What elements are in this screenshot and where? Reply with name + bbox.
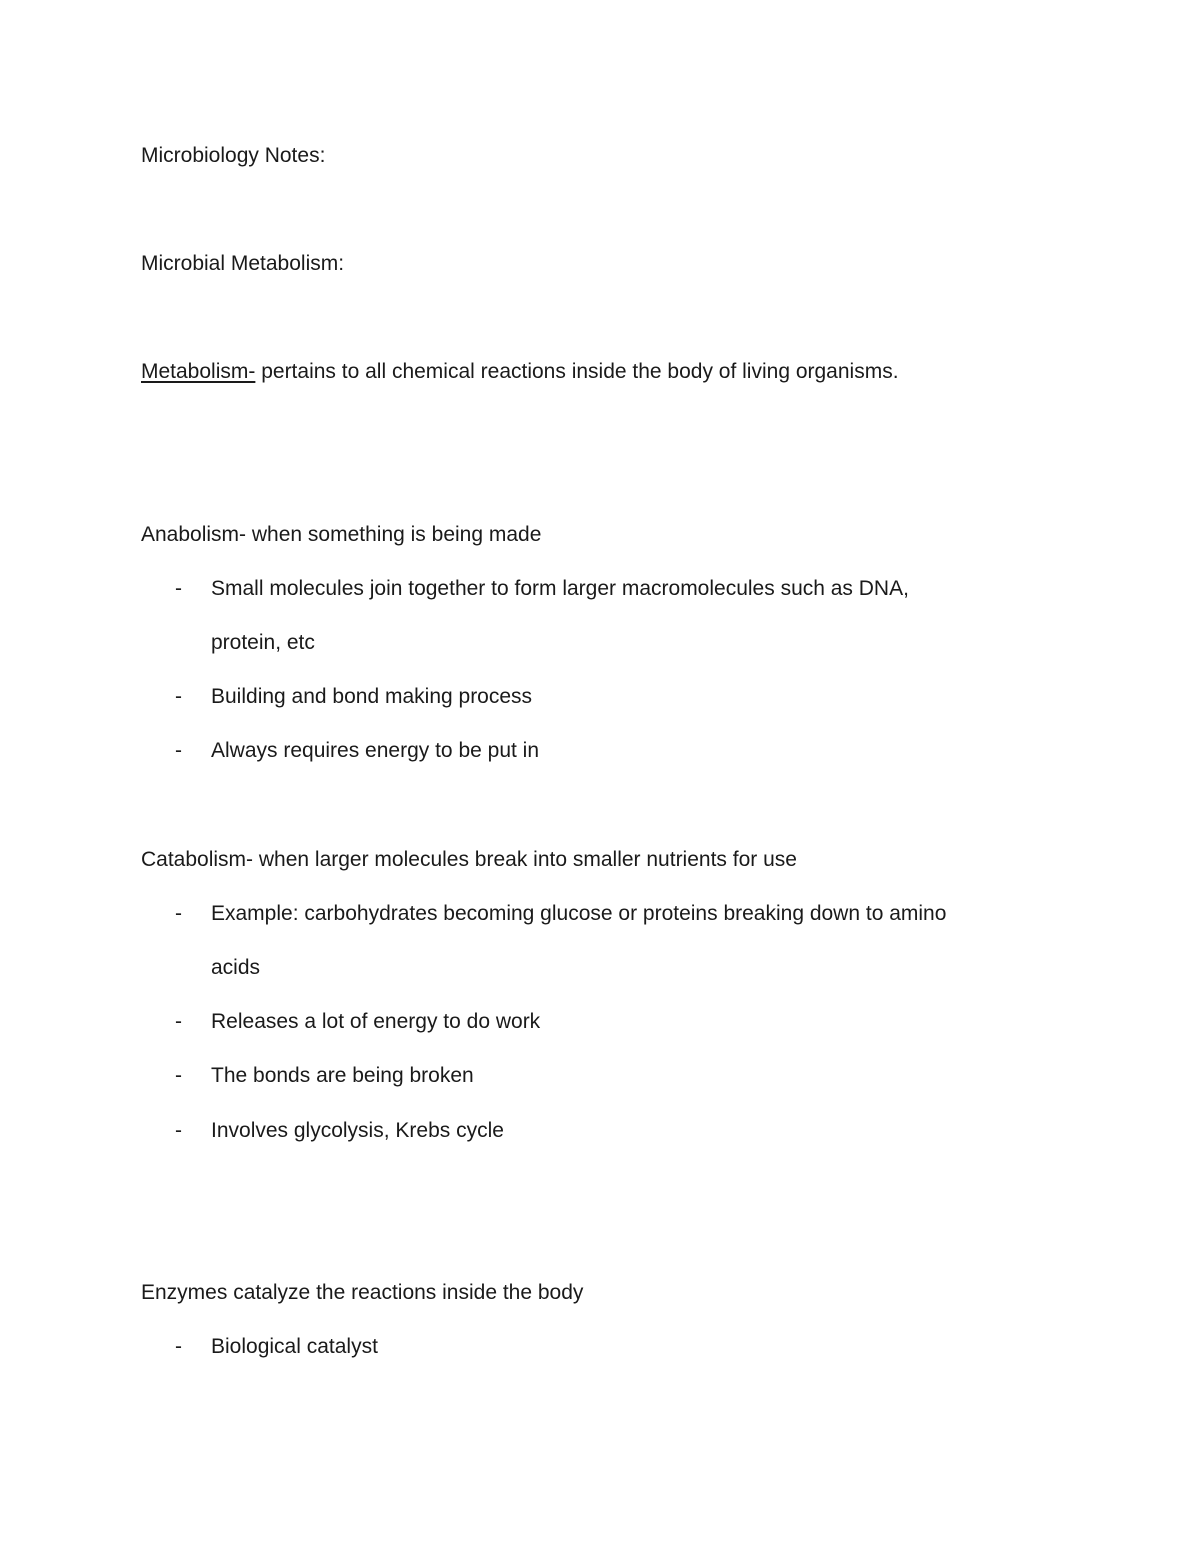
bullet-marker: - (175, 685, 182, 708)
enzymes-heading: Enzymes catalyze the reactions inside the body (141, 1281, 584, 1304)
document-title: Microbiology Notes: (141, 144, 326, 167)
anabolism-bullet-1-cont: protein, etc (211, 631, 315, 654)
catabolism-heading: Catabolism- when larger molecules break into smaller nutrients for use (141, 848, 797, 871)
catabolism-bullet-4: Involves glycolysis, Krebs cycle (211, 1119, 504, 1142)
bullet-marker: - (175, 577, 182, 600)
bullet-marker: - (175, 902, 182, 925)
bullet-marker: - (175, 1335, 182, 1358)
metabolism-definition-text: pertains to all chemical reactions inside the body of living organisms. (255, 360, 899, 383)
metabolism-definition (141, 359, 899, 385)
anabolism-bullet-3: Always requires energy to be put in (211, 739, 540, 762)
anabolism-bullet-2: Building and bond making process (211, 685, 533, 708)
bullet-marker: - (175, 1119, 182, 1142)
bullet-marker: - (175, 1010, 182, 1033)
bullet-marker: - (175, 739, 182, 762)
metabolism-term: Metabolism- (141, 360, 256, 383)
anabolism-heading: Anabolism- when something is being made (141, 523, 542, 546)
bullet-marker: - (175, 1064, 182, 1087)
catabolism-bullet-3: The bonds are being broken (211, 1064, 474, 1087)
catabolism-bullet-1: Example: carbohydrates becoming glucose or proteins breaking down to amino (211, 902, 947, 925)
anabolism-bullet-1: Small molecules join together to form larger macromolecules such as DNA, (211, 577, 909, 600)
section-heading: Microbial Metabolism: (141, 252, 345, 275)
catabolism-bullet-1-cont: acids (211, 956, 261, 979)
catabolism-bullet-2: Releases a lot of energy to do work (211, 1010, 541, 1033)
enzymes-bullet-1: Biological catalyst (211, 1335, 378, 1358)
